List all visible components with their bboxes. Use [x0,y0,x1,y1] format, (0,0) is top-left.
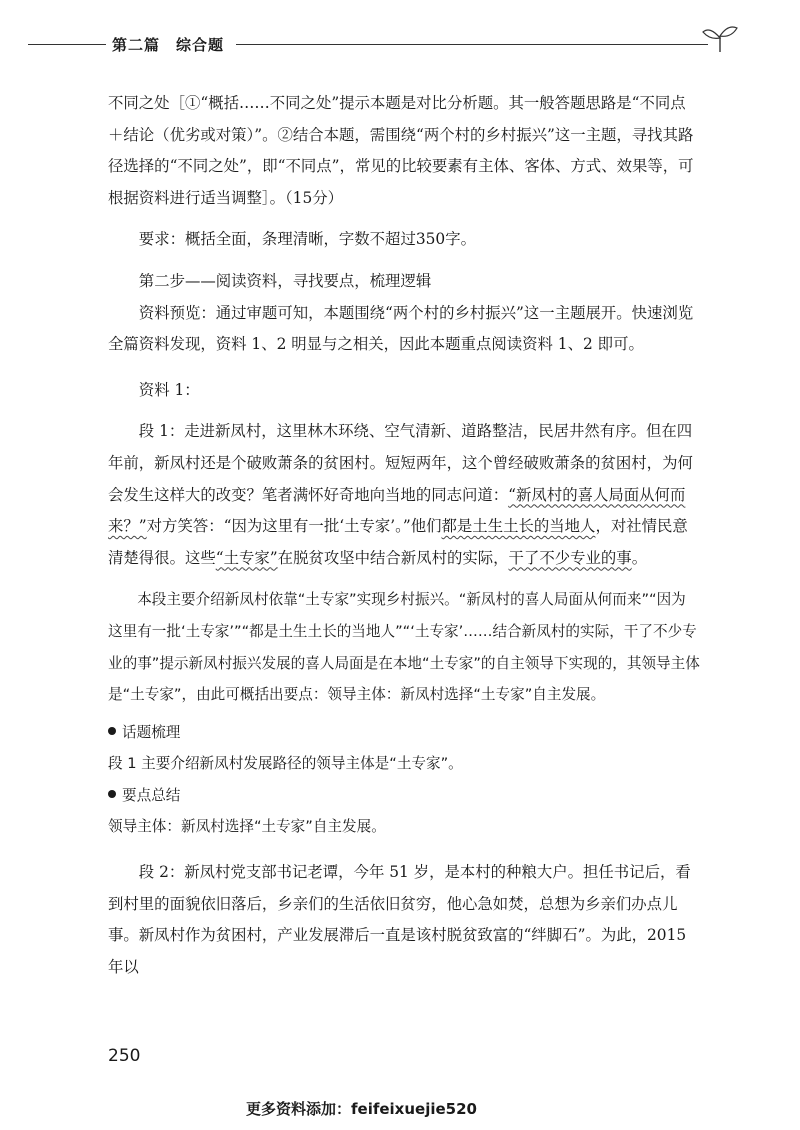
para1-text: 。 [631,548,648,567]
topic-heading-label: 话题梳理 [122,723,181,741]
summary-heading-label: 要点总结 [122,786,181,804]
material-paragraph-2: 段 2：新凤村党支部书记老谭，今年 51 岁，是本村的种粮大户。担任书记后，看到村里的面貌依旧落后，乡亲们的生活依旧贫穷，他心急如焚，总想为乡亲们办点儿事。新凤村作为贫困村，产业发展滞后一直是该村脱贫致富的“绊脚石”。为此，2015 年以 [108,863,691,976]
material-preview: 资料预览：通过审题可知，本题围绕“两个村的乡村振兴”这一主题展开。快速浏览全篇资料发现，资料 1、2 明显与之相关，因此本题重点阅读资料 1、2 即可。 [108,303,694,354]
question-intro: 不同之处［①“概括……不同之处”提示本题是对比分析题。其一般答题思路是“不同点＋结论（优劣或对策）”。②结合本题，需围绕“两个村的乡村振兴”这一主题，寻找其路径选择的“不同之处”，即“不同点”，常见的比较要素有主体、客体、方式、效果等，可根据资料进行适当调整］。（15分） [108,94,694,207]
para1-text: 在脱贫攻坚中结合新凤村的实际， [277,548,509,567]
sprout-icon [700,22,740,56]
analysis-paragraph: 本段主要介绍新凤村依靠“土专家”实现乡村振兴。“新凤村的喜人局面从何而来”“因为这里有一批‘土专家’”“都是土生土长的当地人”“‘土专家’……结合新凤村的实际，干了不少专业的事”提示新凤村振兴发展的喜人局面是在本地“土专家”的自主领导下实现的，其领导主体是“土专家”，由此可概括出要点：领导主体：新凤村选择“土专家”自主发展。 [108,591,700,704]
topic-text: 段 1 主要介绍新凤村发展路径的领导主体是“土专家”。 [108,755,463,773]
highlight-local-experts: “土专家” [215,548,278,567]
highlight-professional-work: 干了不少专业的事 [508,548,632,567]
section-title: 第二篇 综合题 [112,36,225,54]
para1-text: 对方笑答：“因为这里有一批‘土专家’。”他们 [146,517,442,536]
highlight-question: “新凤村的喜人局面从何而来？” [108,485,686,536]
footer-note: 更多资料添加：feifeixuejie520 [246,1100,477,1118]
step-heading: 第二步——阅读资料，寻找要点，梳理逻辑 [138,271,432,290]
topic-heading [108,717,700,749]
page-number: 250 [108,1046,141,1066]
material-label: 资料 1： [138,380,200,399]
header-rule-left [28,44,106,45]
summary-heading [108,780,700,812]
page-body [108,88,700,983]
bullet-dot-icon [108,727,116,735]
requirement-line: 要求：概括全面，条理清晰，字数不超过350字。 [138,230,476,249]
para1-text: 段 1：走进新凤村，这里林木环绕、空气清新、道路整洁，民居井然有序。但在四年前，新凤村还是个破败萧条的贫困村。短短两年，这个曾经破败萧条的贫困村，为何会发生这样大的改变？笔者满怀好奇地向当地的同志问道： [108,422,693,504]
running-header [28,32,718,58]
summary-text: 领导主体：新凤村选择“土专家”自主发展。 [108,818,386,836]
header-rule-right [236,44,708,45]
bullet-dot-icon [108,790,116,798]
highlight-local-people: 都是土生土长的当地人 [441,517,596,536]
material-paragraph-1 [108,416,700,574]
para1-text: ，对社情民意清楚得很。这些 [108,517,688,567]
